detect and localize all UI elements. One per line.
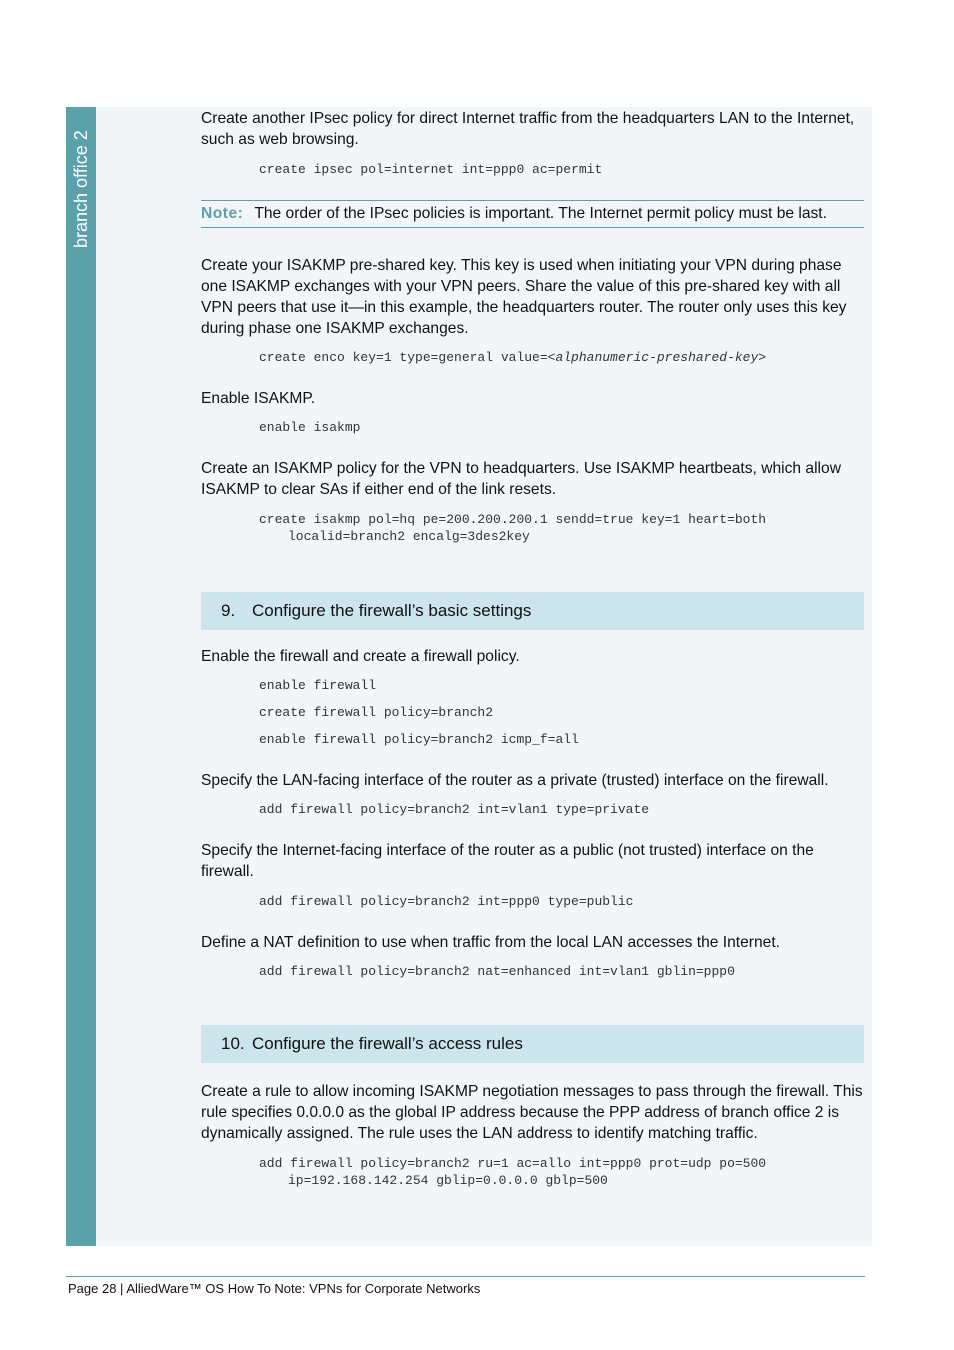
section-heading-9 xyxy=(201,592,864,630)
footer-rule xyxy=(66,1276,865,1277)
paragraph-nat: Define a NAT definition to use when traffic from the local LAN accesses the Internet. xyxy=(201,934,781,951)
section-10-title: Configure the firewall’s access rules xyxy=(252,1034,523,1053)
section-heading-10 xyxy=(201,1025,864,1063)
note-box xyxy=(201,200,864,228)
section-9-title: Configure the firewall’s basic settings xyxy=(252,601,532,620)
code-create-enco xyxy=(201,349,864,366)
code-create-firewall-policy: create firewall policy=branch2 xyxy=(259,705,494,720)
code-rule-line2: ip=192.168.142.254 gblip=0.0.0.0 gblp=500 xyxy=(288,1173,608,1188)
code-enable-firewall-policy: enable firewall policy=branch2 icmp_f=all xyxy=(259,732,579,747)
section-9-number: 9. xyxy=(221,601,236,620)
note-label: Note: xyxy=(201,205,244,222)
code-add-private-interface: add firewall policy=branch2 int=vlan1 type=private xyxy=(259,802,650,817)
code-isakmp-line1: create isakmp pol=hq pe=200.200.200.1 sendd=true key=1 heart=both xyxy=(259,512,767,527)
paragraph-isakmp-policy: Create an ISAKMP policy for the VPN to headquarters. Use ISAKMP heartbeats, which allow ISAKMP to clear SAs if either end of the link resets. xyxy=(201,460,841,498)
side-tab-label: branch office 2 xyxy=(71,130,91,248)
section-10-number: 10. xyxy=(221,1034,245,1053)
code-enco-prefix: create enco key=1 type=general value=< xyxy=(259,350,556,365)
page-footer: Page 28 | AlliedWare™ OS How To Note: VPNs for Corporate Networks xyxy=(68,1281,481,1296)
paragraph-preshared-key: Create your ISAKMP pre-shared key. This key is used when initiating your VPN during phase one ISAKMP exchanges with your VPN peers. Share the value of this pre-shared key with all VPN peers that use it—in this example, the headquarters router. The router only uses this key during phase one ISAKMP exchanges. xyxy=(201,257,847,337)
paragraph-isakmp-rule: Create a rule to allow incoming ISAKMP negotiation messages to pass through the firewall. This rule specifies 0.0.0.0 as the global IP address because the PPP address of branch office 2 is dynamically assigned. The rule uses the LAN address to identify matching traffic. xyxy=(201,1083,863,1142)
code-isakmp-line2: localid=branch2 encalg=3des2key xyxy=(288,529,530,544)
code-rule-line1: add firewall policy=branch2 ru=1 ac=allo int=ppp0 prot=udp po=500 xyxy=(259,1156,767,1171)
code-create-isakmp xyxy=(201,511,864,545)
side-tab-bar xyxy=(66,107,96,1246)
paragraph-enable-isakmp: Enable ISAKMP. xyxy=(201,390,316,407)
code-enable-firewall: enable firewall xyxy=(259,678,377,693)
code-create-ipsec: create ipsec pol=internet int=ppp0 ac=permit xyxy=(259,162,603,177)
paragraph-enable-firewall: Enable the firewall and create a firewall policy. xyxy=(201,648,520,665)
code-add-firewall-rule xyxy=(201,1155,864,1189)
paragraph-internet-interface: Specify the Internet-facing interface of the router as a public (not trusted) interface on the firewall. xyxy=(201,842,814,880)
code-add-public-interface: add firewall policy=branch2 int=ppp0 type=public xyxy=(259,894,634,909)
code-enco-variable: alphanumeric-preshared-key xyxy=(555,350,759,365)
code-enco-suffix: > xyxy=(758,350,767,365)
paragraph-lan-interface: Specify the LAN-facing interface of the router as a private (trusted) interface on the firewall. xyxy=(201,772,829,789)
code-enable-isakmp: enable isakmp xyxy=(259,420,361,435)
code-add-nat: add firewall policy=branch2 nat=enhanced int=vlan1 gblin=ppp0 xyxy=(259,964,735,979)
paragraph-ipsec-internet: Create another IPsec policy for direct Internet traffic from the headquarters LAN to the Internet, such as web browsing. xyxy=(201,110,855,148)
main-content xyxy=(201,108,864,1189)
note-text: The order of the IPsec policies is important. The Internet permit policy must be last. xyxy=(254,205,827,222)
